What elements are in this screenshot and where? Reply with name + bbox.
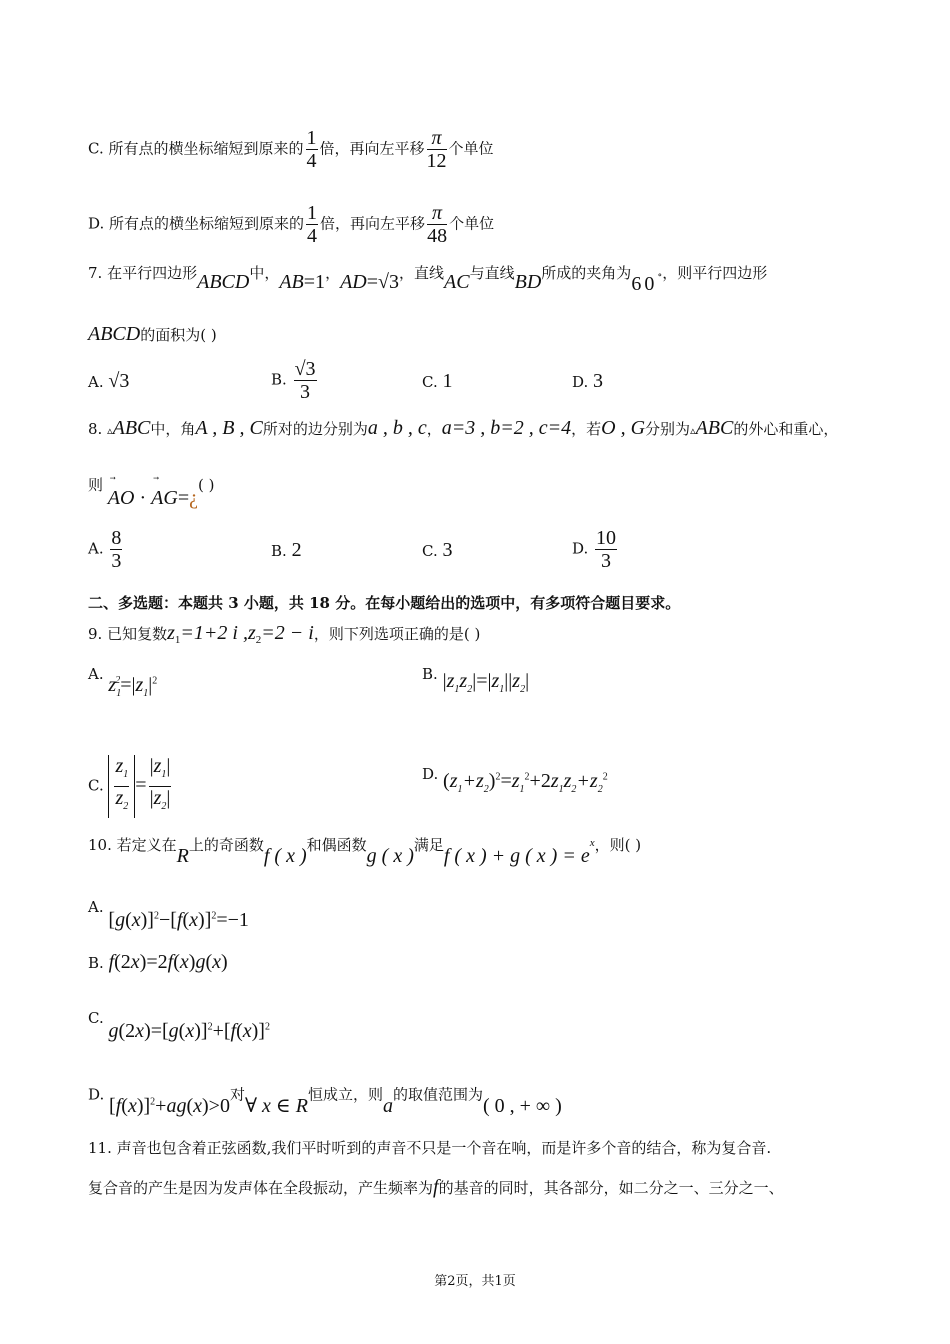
vector-ao: AO: [107, 487, 135, 509]
fraction: $\frac{8}{3}$: [111, 527, 122, 572]
q6-option-d: D. 所有点的横坐标缩短到原来的 $\frac{1}{4}$ 倍，再向左平移 $\frac{\pi}{48}$ 个单位: [88, 202, 495, 247]
q9-option-d: D. $(z_1+z_2)^2=z_1^2+2z_1z_2+z_2^2$: [422, 765, 608, 795]
q8-option-d: D. $\frac{10}{3}$: [572, 527, 617, 572]
math-expression: $\frac{z_1}{z_2}$ = $\frac{|z_1|}{|z_2|}$: [108, 755, 173, 818]
q6-option-c: C. 所有点的横坐标缩短到原来的 $\frac{1}{4}$ 倍，再向左平移 $\frac{\pi}{12}$ 个单位: [88, 127, 494, 172]
fraction: $\frac{\pi}{12}$: [426, 127, 447, 172]
fraction: $\frac{10}{3}$: [596, 527, 617, 572]
section-heading: 二、多选题：本题共 3 小题，共 18 分。在每小题给出的选项中，有多项符合题目要求。: [88, 594, 681, 612]
question-number: 7.: [88, 264, 108, 282]
q10-option-b: B. f(2x)=2f(x)g(x): [88, 951, 228, 973]
vector-ag: AG: [151, 487, 178, 509]
q10-option-d: D. $[f(x)]^2+ag(x)>0$对∀ x ∈ R恒成立，则a的取值范围为( 0 , + ∞ ): [88, 1085, 562, 1117]
q7-option-d: D. 3: [572, 370, 604, 392]
q8-option-a: A. $\frac{8}{3}$: [88, 527, 122, 572]
option-label: C.: [88, 139, 109, 158]
fraction: $\frac{1}{4}$: [306, 127, 317, 172]
q7-option-c: C. 1: [422, 370, 453, 392]
triangle-icon: ▵: [107, 425, 113, 437]
q7-stem-line2: ABCD的面积为( ): [88, 323, 217, 345]
q7-stem: 7. 在平行四边形ABCD中，AB=1，AD=√3，直线AC与直线BD所成的夹角为60∘，则平行四边形: [88, 264, 768, 295]
fraction: $\frac{√3}{3}$: [294, 358, 316, 403]
q9-option-c: C. $\frac{z_1}{z_2}$ = $\frac{|z_1|}{|z_2|}$: [88, 755, 173, 818]
q7-option-b: B. $\frac{√3}{3}$: [271, 358, 316, 403]
q10-option-a: A. $[g(x)]^2-[f(x)]^2=-1$: [88, 898, 249, 931]
q8-stem-line2: 则 AO · AG=¿( ): [88, 476, 215, 509]
fraction: $\frac{\pi}{48}$: [427, 202, 448, 247]
option-text: 所有点的横坐标缩短到原来的: [108, 139, 304, 158]
math-expression: $g(2x)=[g(x)]^2+[f(x)]^2$: [108, 1020, 270, 1042]
q8-stem: 8. ▵ABC中，角A , B , C所对的边分别为a , b , c，a=3 , b=2 , c=4，若O , G分别为▵ABC的外心和重心，: [88, 417, 839, 439]
math-expression: $[g(x)]^2-[f(x)]^2=-1$: [108, 909, 249, 931]
math-expression: $z_1^2=|z_1|^2$: [108, 674, 158, 699]
option-text: 所有点的横坐标缩短到原来的: [109, 214, 305, 233]
triangle-icon: ▵: [690, 425, 696, 437]
math-expression: f(2x)=2f(x)g(x): [108, 951, 228, 973]
question-number: 10.: [88, 836, 117, 854]
q11-line1: 11. 声音也包含着正弦函数,我们平时听到的声音不只是一个音在响，而是许多个音的结合，称为复合音.: [88, 1139, 772, 1157]
question-number: 9.: [88, 625, 108, 643]
math-expression: $(z_1+z_2)^2=z_1^2+2z_1z_2+z_2^2$: [443, 770, 608, 795]
q9-option-b: B. $|z_1z_2|=|z_1||z_2|$: [422, 665, 530, 695]
page-footer: 第2页，共1页: [434, 1274, 516, 1289]
math-expression: $[f(x)]^2+ag(x)>0$: [109, 1094, 230, 1117]
option-label: D.: [88, 214, 110, 233]
q9-stem: 9. 已知复数$z_1=1+2$ i $,z_2=2 - i$，则下列选项正确的是( ): [88, 622, 481, 646]
q10-option-c: C. $g(2x)=[g(x)]^2+[f(x)]^2$: [88, 1009, 270, 1042]
q8-option-c: C. 3: [422, 539, 453, 561]
math-abcd: ABCD: [197, 271, 250, 293]
question-number: 8.: [88, 420, 108, 438]
math-expression: $|z_1z_2|=|z_1||z_2|$: [442, 670, 530, 695]
q7-option-a: A. √3: [88, 370, 130, 392]
q9-option-a: A. $z_1^2=|z_1|^2$: [88, 665, 158, 699]
q10-stem: 10. 若定义在R上的奇函数f ( x )和偶函数g ( x )满足f ( x ) + g ( x ) = $e^x$，则( ): [88, 836, 642, 867]
fraction: $\frac{1}{4}$: [307, 202, 318, 247]
q11-line2: 复合音的产生是因为发声体在全段振动，产生频率为f的基音的同时，其各部分，如二分之一、三分之一、: [88, 1176, 784, 1198]
q8-option-b: B. 2: [271, 539, 302, 561]
